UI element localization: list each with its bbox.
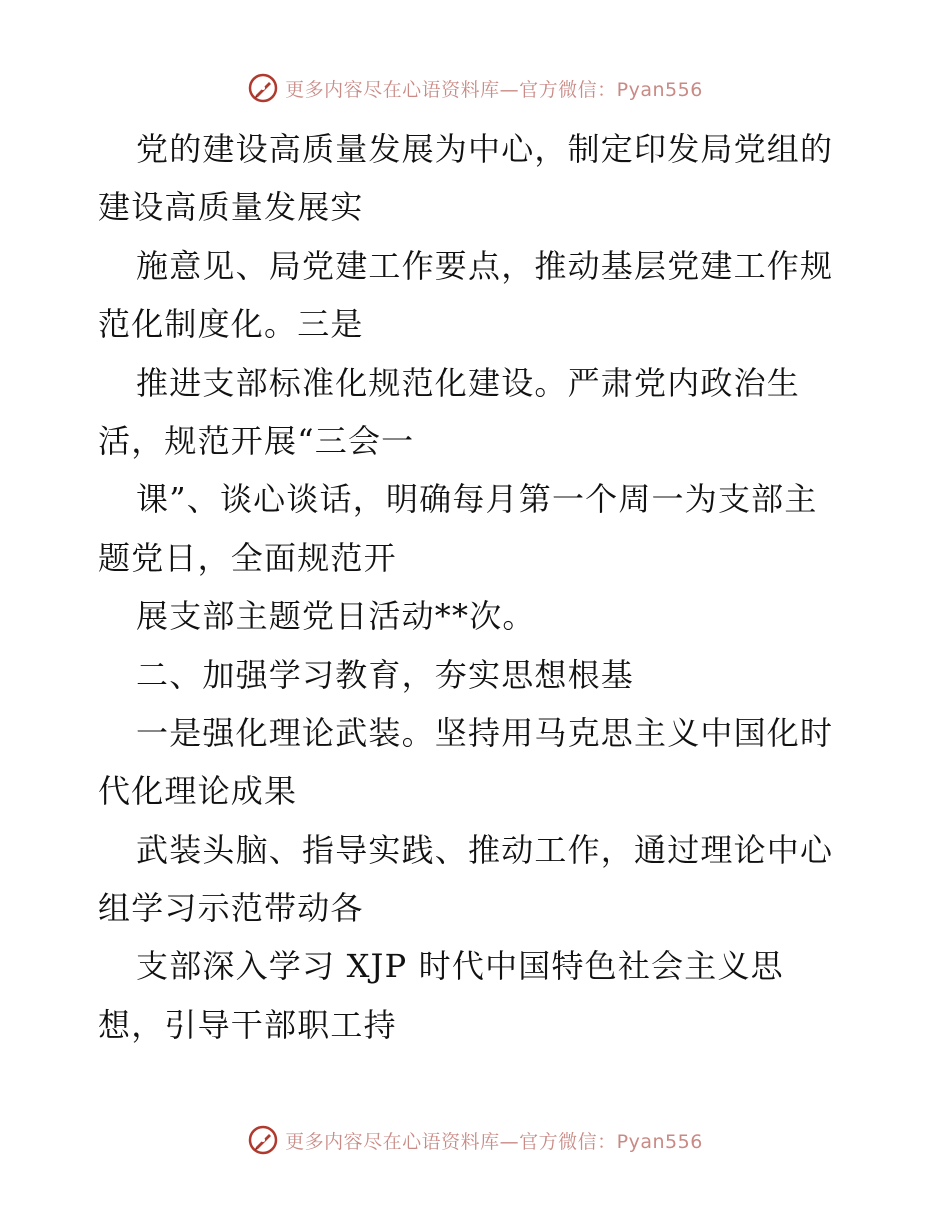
text-line: 想，引导干部职工持 xyxy=(98,1005,397,1044)
text-line: 武装头脑、指导实践、推动工作，通过理论中心 xyxy=(136,830,834,869)
text-line: 党的建设高质量发展为中心，制定印发局党组的 xyxy=(136,130,834,168)
text-line: 题党日，全面规范开 xyxy=(98,538,397,577)
text-line: 组学习示范带动各 xyxy=(98,889,364,928)
pen-logo-icon xyxy=(247,72,279,104)
header-watermark xyxy=(0,72,950,104)
text-line: 建设高质量发展实 xyxy=(98,188,364,227)
watermark-text: 更多内容尽在心语资料库—官方微信：Pyan556 xyxy=(285,1130,703,1153)
text-line: 一是强化理论武装。坚持用马克思主义中国化时 xyxy=(136,713,834,752)
watermark-text: 更多内容尽在心语资料库—官方微信：Pyan556 xyxy=(285,78,703,101)
text-line: 课”、谈心谈话，明确每月第一个周一为支部主 xyxy=(136,480,818,519)
text-line: 展支部主题党日活动**次。 xyxy=(136,597,536,636)
document-body xyxy=(98,120,858,1054)
text-line: 代化理论成果 xyxy=(98,772,298,811)
text-line: 活，规范开展“三会一 xyxy=(98,421,415,460)
pen-logo-icon xyxy=(247,1124,279,1156)
text-line: 范化制度化。三是 xyxy=(98,305,364,344)
section-heading: 二、加强学习教育，夯实思想根基 xyxy=(136,655,635,694)
footer-watermark xyxy=(0,1124,950,1156)
text-line: 施意见、局党建工作要点，推动基层党建工作规 xyxy=(136,246,834,285)
text-line: 支部深入学习 XJP 时代中国特色社会主义思 xyxy=(136,947,784,986)
text-line: 推进支部标准化规范化建设。严肃党内政治生 xyxy=(136,363,801,402)
